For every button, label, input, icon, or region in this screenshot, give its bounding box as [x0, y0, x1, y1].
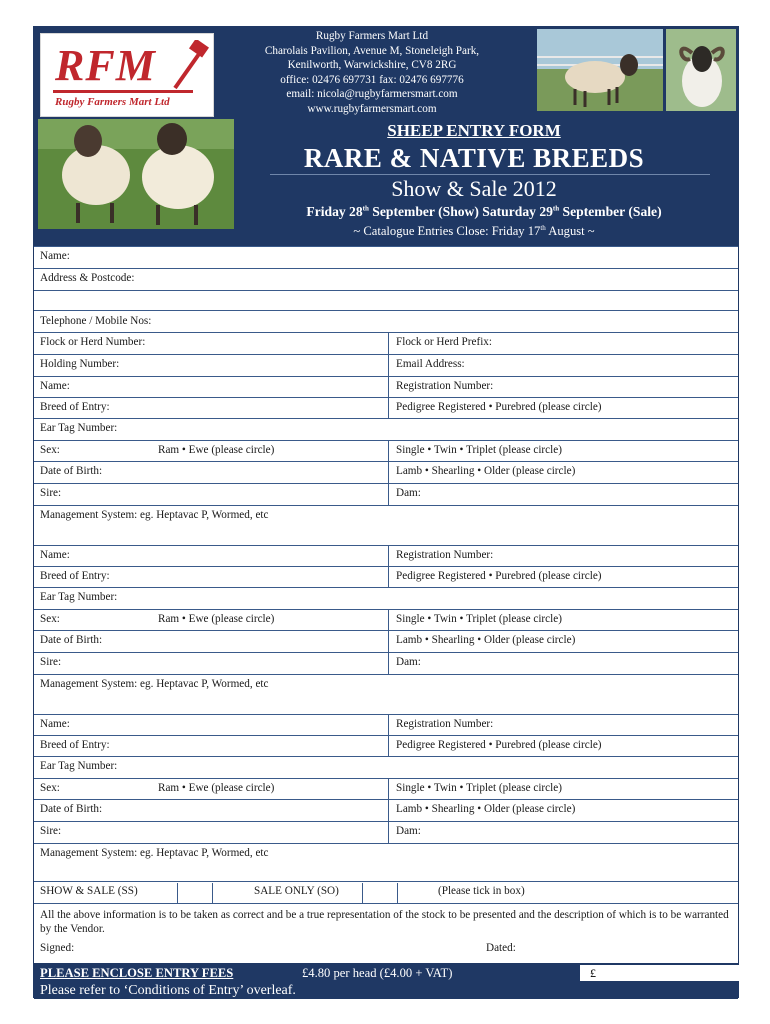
gavel-icon: [169, 40, 209, 92]
pedigree-options: Pedigree Registered • Purebred (please circle): [396, 570, 602, 582]
animal-3-sex-row[interactable]: [34, 778, 738, 799]
fees-title: PLEASE ENCLOSE ENTRY FEES: [40, 966, 234, 980]
registration-label: Registration Number:: [396, 380, 494, 392]
animal-2-name-row[interactable]: [34, 545, 738, 566]
dam-label: Dam:: [396, 656, 421, 668]
dob-label: Date of Birth:: [40, 803, 103, 815]
website: www.rugbyfarmersmart.com: [307, 102, 437, 115]
birth-type-options: Single • Twin • Triplet (please circle): [396, 782, 562, 794]
animal-2-management-row[interactable]: [34, 674, 738, 714]
vendor-name-row[interactable]: [34, 246, 738, 268]
vendor-name-label: Name:: [40, 250, 70, 262]
company-name: Rugby Farmers Mart Ltd: [315, 30, 429, 42]
address-line-1: Charolais Pavilion, Avenue M, Stoneleigh Park,: [264, 44, 480, 57]
animal-2-dob-row[interactable]: [34, 630, 738, 652]
vendor-flock-row[interactable]: [34, 332, 738, 354]
birth-type-options: Single • Twin • Triplet (please circle): [396, 444, 562, 456]
animal-2-eartag-row[interactable]: [34, 587, 738, 609]
breed-label: Breed of Entry:: [40, 570, 110, 582]
entry-type-row: [34, 881, 738, 903]
flock-number-label: Flock or Herd Number:: [40, 336, 146, 348]
sale-only-label: SALE ONLY (SO): [254, 885, 339, 897]
age-options: Lamb • Shearling • Older (please circle): [396, 634, 576, 646]
breed-label: Breed of Entry:: [40, 401, 110, 413]
sex-options: Ram • Ewe (please circle): [158, 444, 275, 456]
catalogue-closing: ~ Catalogue Entries Close: Friday 17th August ~: [353, 223, 595, 238]
email-label: Email Address:: [396, 358, 465, 370]
vendor-telephone-label: Telephone / Mobile Nos:: [40, 315, 152, 327]
contact-block: [230, 29, 514, 117]
fees-bar: [34, 963, 738, 999]
age-options: Lamb • Shearling • Older (please circle): [396, 465, 576, 477]
sex-options: Ram • Ewe (please circle): [158, 613, 275, 625]
show-sale-tickbox[interactable]: [177, 883, 213, 903]
dob-label: Date of Birth:: [40, 634, 103, 646]
animal-1-sire-row[interactable]: [34, 483, 738, 505]
declaration-block: [34, 903, 738, 963]
rfm-logo: [40, 33, 214, 117]
vendor-holding-row[interactable]: [34, 354, 738, 376]
form-header: [34, 27, 738, 246]
sex-label: Sex:: [40, 782, 60, 794]
currency-symbol: £: [590, 966, 596, 980]
animal-3-breed-row[interactable]: [34, 735, 738, 756]
vendor-address-row[interactable]: [34, 268, 738, 290]
fees-amount: £4.80 per head (£4.00 + VAT): [302, 966, 453, 980]
animal-1-eartag-row[interactable]: [34, 418, 738, 440]
ear-tag-label: Ear Tag Number:: [40, 760, 118, 772]
ear-tag-label: Ear Tag Number:: [40, 591, 118, 603]
tick-instruction: (Please tick in box): [438, 885, 525, 897]
sex-label: Sex:: [40, 613, 60, 625]
event-subtitle: Show & Sale 2012: [391, 176, 557, 201]
dob-label: Date of Birth:: [40, 465, 103, 477]
animal-name-label: Name:: [40, 380, 70, 392]
animal-1-management-row[interactable]: [34, 505, 738, 545]
pedigree-options: Pedigree Registered • Purebred (please circle): [396, 739, 602, 751]
dated-label[interactable]: Dated:: [486, 942, 516, 954]
sire-label: Sire:: [40, 825, 62, 837]
logo-company-name: Rugby Farmers Mart Ltd: [55, 96, 170, 108]
animal-2-breed-row[interactable]: [34, 566, 738, 587]
event-dates: Friday 28th September (Show) Saturday 29th September (Sale): [306, 204, 662, 219]
ram-photo: [666, 29, 736, 111]
email-address: email: nicola@rugbyfarmersmart.com: [286, 88, 458, 101]
animal-1-breed-row[interactable]: [34, 397, 738, 418]
animal-1-sex-row[interactable]: [34, 440, 738, 461]
dam-label: Dam:: [396, 825, 421, 837]
address-line-2: Kenilworth, Warwickshire, CV8 2RG: [287, 59, 457, 72]
logo-letters: RFM: [55, 41, 156, 90]
form-title: SHEEP ENTRY FORM: [387, 121, 561, 140]
entry-form-sheet: [33, 26, 739, 998]
ear-tag-label: Ear Tag Number:: [40, 422, 118, 434]
animal-2-sire-row[interactable]: [34, 652, 738, 674]
animal-name-label: Name:: [40, 549, 70, 561]
sire-label: Sire:: [40, 487, 62, 499]
flock-prefix-label: Flock or Herd Prefix:: [396, 336, 493, 348]
age-options: Lamb • Shearling • Older (please circle): [396, 803, 576, 815]
sex-label: Sex:: [40, 444, 60, 456]
event-title: RARE & NATIVE BREEDS: [303, 143, 645, 173]
animal-3-management-row[interactable]: [34, 843, 738, 881]
sale-only-tickbox[interactable]: [362, 883, 398, 903]
animal-3-sire-row[interactable]: [34, 821, 738, 843]
conditions-note: Please refer to ‘Conditions of Entry’ overleaf.: [40, 983, 296, 998]
fees-amount-field[interactable]: [580, 965, 740, 981]
vendor-telephone-row[interactable]: [34, 310, 738, 332]
vendor-address-label: Address & Postcode:: [40, 272, 135, 284]
registration-label: Registration Number:: [396, 718, 494, 730]
title-rule: [270, 174, 710, 175]
animal-3-eartag-row[interactable]: [34, 756, 738, 778]
pedigree-options: Pedigree Registered • Purebred (please circle): [396, 401, 602, 413]
declaration-text: All the above information is to be taken as correct and be a true representation of the stock to be presented and the description of which is to be warranted by the Vendor.: [40, 909, 729, 935]
animal-3-name-row[interactable]: [34, 714, 738, 735]
management-label: Management System: eg. Heptavac P, Wormed, etc: [40, 509, 269, 521]
vendor-address-extra-row[interactable]: [34, 290, 738, 310]
sex-options: Ram • Ewe (please circle): [158, 782, 275, 794]
registration-label: Registration Number:: [396, 549, 494, 561]
dam-label: Dam:: [396, 487, 421, 499]
logo-underline: [53, 90, 193, 93]
management-label: Management System: eg. Heptavac P, Wormed, etc: [40, 847, 269, 859]
management-label: Management System: eg. Heptavac P, Wormed, etc: [40, 678, 269, 690]
breed-label: Breed of Entry:: [40, 739, 110, 751]
animal-1-dob-row[interactable]: [34, 461, 738, 483]
sheep-pair-photo: [38, 119, 234, 229]
animal-1-name-row[interactable]: [34, 376, 738, 397]
holding-number-label: Holding Number:: [40, 358, 120, 370]
animal-2-sex-row[interactable]: [34, 609, 738, 630]
sheep-photo-pen: [537, 29, 663, 111]
signed-label[interactable]: Signed:: [40, 942, 75, 954]
animal-3-dob-row[interactable]: [34, 799, 738, 821]
animal-name-label: Name:: [40, 718, 70, 730]
birth-type-options: Single • Twin • Triplet (please circle): [396, 613, 562, 625]
phone-fax: office: 02476 697731 fax: 02476 697776: [280, 73, 464, 86]
show-sale-label: SHOW & SALE (SS): [40, 885, 138, 897]
sire-label: Sire:: [40, 656, 62, 668]
